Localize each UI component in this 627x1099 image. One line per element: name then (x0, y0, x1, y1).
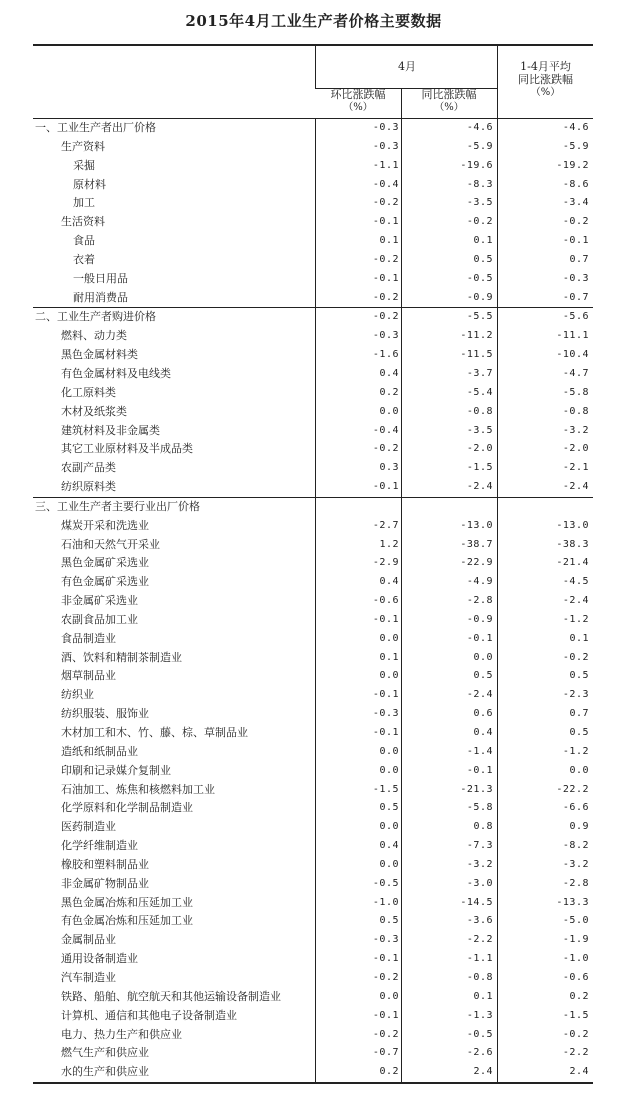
header-yoy (401, 88, 497, 118)
yoy-value: -2.0 (466, 443, 493, 455)
avg-value: -1.0 (562, 953, 589, 965)
yoy-value: 0.5 (473, 670, 493, 682)
avg-value: -22.2 (556, 783, 589, 795)
table-row (33, 705, 593, 724)
avg-value: -4.5 (562, 576, 589, 588)
yoy-value: 2.4 (473, 1066, 493, 1078)
table-row (33, 799, 593, 818)
row-label: 水的生产和供应业 (61, 1065, 149, 1079)
table-row (33, 630, 593, 649)
table-row (33, 611, 593, 630)
row-label: 原材料 (73, 177, 106, 191)
yoy-value: -1.3 (466, 1009, 493, 1021)
avg-value: -4.6 (562, 122, 589, 133)
avg-value: -3.2 (562, 424, 589, 436)
row-label: 农副产品类 (61, 461, 116, 475)
mom-value: -0.1 (372, 216, 399, 228)
row-label: 石油和天然气开采业 (61, 537, 160, 551)
table-row (33, 912, 593, 931)
mom-value: -1.1 (372, 159, 399, 171)
mom-value: -1.5 (372, 783, 399, 795)
mom-value: -0.6 (372, 595, 399, 607)
yoy-value: -2.6 (466, 1047, 493, 1059)
yoy-value: -2.4 (466, 689, 493, 701)
avg-value: -1.2 (562, 745, 589, 757)
table-row (33, 478, 593, 497)
row-label: 燃料、动力类 (61, 329, 127, 343)
mom-value: -0.4 (372, 178, 399, 190)
mom-value: -1.0 (372, 896, 399, 908)
avg-value: -4.7 (562, 367, 589, 379)
table-row (33, 327, 593, 346)
table-row (33, 856, 593, 875)
mom-value: 0.0 (379, 858, 399, 870)
row-label: 黑色金属冶炼和压延加工业 (61, 895, 193, 909)
yoy-value: 0.8 (473, 821, 493, 833)
row-label: 汽车制造业 (61, 970, 116, 984)
avg-value: -0.7 (562, 291, 589, 303)
yoy-value: -13.0 (460, 519, 493, 531)
price-data-table (33, 44, 593, 1084)
avg-value: 2.4 (569, 1066, 589, 1078)
yoy-value: -14.5 (460, 896, 493, 908)
row-label: 煤炭开采和洗选业 (61, 518, 149, 532)
table-row (33, 686, 593, 705)
avg-value: -0.6 (562, 971, 589, 983)
mom-value: -0.2 (372, 971, 399, 983)
avg-value: -3.2 (562, 858, 589, 870)
yoy-value: -0.9 (466, 291, 493, 303)
yoy-value: 0.1 (473, 235, 493, 247)
row-label: 三、工业生产者主要行业出厂价格 (35, 499, 200, 513)
avg-value: -2.3 (562, 689, 589, 701)
avg-value: 0.5 (569, 727, 589, 738)
mom-value: 0.5 (379, 915, 399, 927)
table-row (33, 307, 593, 327)
avg-value: 0.1 (569, 632, 589, 644)
table-row (33, 724, 593, 743)
header-mom (315, 88, 401, 118)
table-row (33, 384, 593, 403)
table-row (33, 1026, 593, 1045)
row-label: 有色金属矿采选业 (61, 575, 149, 589)
avg-value: -2.0 (562, 443, 589, 455)
yoy-value: -7.3 (466, 840, 493, 852)
yoy-value: 0.6 (473, 708, 493, 720)
mom-value: -0.3 (372, 708, 399, 720)
avg-value: -3.4 (562, 197, 589, 209)
table-header (33, 46, 593, 119)
mom-value: -2.9 (372, 557, 399, 569)
yoy-value: -3.2 (466, 858, 493, 870)
avg-value: -6.6 (562, 802, 589, 814)
avg-value: 0.5 (569, 670, 589, 682)
yoy-value: -3.5 (466, 197, 493, 209)
avg-value: -0.3 (562, 272, 589, 284)
row-label: 衣着 (73, 252, 95, 266)
row-label: 生活资料 (61, 215, 105, 229)
avg-value: -2.2 (562, 1047, 589, 1059)
table-row (33, 573, 593, 592)
mom-value: -0.1 (372, 272, 399, 284)
mom-value: -0.1 (372, 953, 399, 965)
avg-value: -0.2 (562, 651, 589, 663)
row-label: 造纸和纸制品业 (61, 744, 138, 758)
table-row (33, 138, 593, 157)
mom-value: 0.1 (379, 651, 399, 663)
yoy-value: -21.3 (460, 783, 493, 795)
row-label: 二、工业生产者购进价格 (35, 310, 156, 324)
header-month: 4月 (315, 46, 498, 88)
avg-value: -2.8 (562, 877, 589, 889)
row-label: 燃气生产和供应业 (61, 1046, 149, 1060)
row-label: 黑色金属矿采选业 (61, 556, 149, 570)
header-yoy-unit: （%） (434, 102, 464, 113)
row-label: 纺织业 (61, 688, 94, 702)
yoy-value: -4.9 (466, 576, 493, 588)
avg-value: -0.2 (562, 216, 589, 228)
row-label: 木材加工和木、竹、藤、棕、草制品业 (61, 726, 248, 739)
avg-value: -19.2 (556, 159, 589, 171)
avg-value: -13.3 (556, 896, 589, 908)
yoy-value: -5.9 (466, 140, 493, 152)
table-row (33, 818, 593, 837)
header-mom-label: 环比涨跌幅 (330, 88, 386, 101)
yoy-value: -0.9 (466, 613, 493, 625)
table-row (33, 667, 593, 686)
yoy-value: -5.5 (466, 311, 493, 323)
table-row (33, 894, 593, 913)
yoy-value: -8.3 (466, 178, 493, 190)
avg-value: -1.5 (562, 1009, 589, 1021)
table-body (33, 119, 593, 1082)
table-row (33, 270, 593, 289)
avg-value: -0.1 (562, 235, 589, 247)
table-row (33, 194, 593, 213)
row-label: 医药制造业 (61, 820, 116, 834)
yoy-value: -2.8 (466, 595, 493, 607)
avg-value: -2.4 (562, 595, 589, 607)
mom-value: 0.4 (379, 367, 399, 379)
yoy-value: -0.5 (466, 1028, 493, 1040)
yoy-value: -5.4 (466, 386, 493, 398)
row-label: 有色金属冶炼和压延加工业 (61, 914, 193, 928)
mom-value: -0.3 (372, 330, 399, 342)
mom-value: -0.3 (372, 140, 399, 152)
avg-value: -2.4 (562, 481, 589, 493)
yoy-value: -4.6 (466, 122, 493, 133)
row-label: 食品制造业 (61, 631, 116, 645)
table-row (33, 459, 593, 478)
row-label: 建筑材料及非金属类 (61, 423, 160, 437)
row-label: 一般日用品 (73, 271, 128, 285)
table-row (33, 762, 593, 781)
mom-value: 0.0 (379, 670, 399, 682)
table-row (33, 554, 593, 573)
yoy-value: -38.7 (460, 538, 493, 550)
mom-value: -0.2 (372, 443, 399, 455)
header-avg (497, 46, 593, 118)
avg-value: -0.2 (562, 1028, 589, 1040)
table-row (33, 119, 593, 138)
avg-value: -10.4 (556, 349, 589, 361)
mom-value: 1.2 (379, 538, 399, 550)
mom-value: 0.2 (379, 386, 399, 398)
table-row (33, 346, 593, 365)
yoy-value: -3.5 (466, 424, 493, 436)
avg-value: 0.9 (569, 821, 589, 833)
mom-value: -0.1 (372, 1009, 399, 1021)
mom-value: 0.0 (379, 764, 399, 776)
table-row (33, 440, 593, 459)
mom-value: -0.3 (372, 122, 399, 133)
table-row (33, 931, 593, 950)
row-label: 印刷和记录媒介复制业 (61, 763, 171, 777)
yoy-value: -0.2 (466, 216, 493, 228)
mom-value: 0.0 (379, 990, 399, 1002)
header-mom-unit: （%） (343, 102, 373, 113)
table-row (33, 176, 593, 195)
row-label: 化工原料类 (61, 385, 116, 399)
mom-value: -0.2 (372, 1028, 399, 1040)
yoy-value: -5.8 (466, 802, 493, 814)
yoy-value: -22.9 (460, 557, 493, 569)
row-label: 非金属矿物制品业 (61, 876, 149, 890)
yoy-value: -1.1 (466, 953, 493, 965)
avg-value: -11.1 (556, 330, 589, 342)
yoy-value: 0.4 (473, 727, 493, 738)
avg-value: -8.2 (562, 840, 589, 852)
mom-value: -0.7 (372, 1047, 399, 1059)
yoy-value: -3.7 (466, 367, 493, 379)
mom-value: -0.5 (372, 877, 399, 889)
page-title: 2015年4月工业生产者价格主要数据 (185, 12, 442, 30)
avg-value: -0.8 (562, 405, 589, 417)
avg-value: -1.2 (562, 613, 589, 625)
avg-value: -2.1 (562, 462, 589, 474)
avg-value: -13.0 (556, 519, 589, 531)
mom-value: 0.4 (379, 576, 399, 588)
table-row (33, 422, 593, 441)
row-label: 生产资料 (61, 139, 105, 153)
row-label: 纺织原料类 (61, 480, 116, 494)
row-label: 酒、饮料和精制茶制造业 (61, 650, 182, 664)
row-label: 铁路、船舶、航空航天和其他运输设备制造业 (61, 989, 281, 1003)
row-label: 一、工业生产者出厂价格 (35, 121, 156, 134)
yoy-value: -2.4 (466, 481, 493, 493)
table-row (33, 517, 593, 536)
table-row (33, 1007, 593, 1026)
row-label: 木材及纸浆类 (61, 404, 127, 418)
avg-value: -38.3 (556, 538, 589, 550)
table-row (33, 157, 593, 176)
mom-value: 0.0 (379, 745, 399, 757)
row-label: 食品 (73, 234, 95, 248)
table-row (33, 649, 593, 668)
mom-value: -0.2 (372, 253, 399, 265)
mom-value: 0.4 (379, 840, 399, 852)
row-label: 采掘 (73, 158, 95, 172)
table-row (33, 875, 593, 894)
row-label: 橡胶和塑料制品业 (61, 857, 149, 871)
row-label: 金属制品业 (61, 933, 116, 947)
row-label: 非金属矿采选业 (61, 594, 138, 608)
mom-value: -0.2 (372, 311, 399, 323)
header-avg-line1: 1-4月平均 (520, 60, 571, 73)
row-label: 电力、热力生产和供应业 (61, 1027, 182, 1041)
mom-value: 0.5 (379, 802, 399, 814)
avg-value: -5.6 (562, 311, 589, 323)
avg-value: -21.4 (556, 557, 589, 569)
table-row (33, 251, 593, 270)
table-row (33, 1044, 593, 1063)
yoy-value: 0.5 (473, 253, 493, 265)
yoy-value: 0.1 (473, 990, 493, 1002)
table-row (33, 969, 593, 988)
yoy-value: -19.6 (460, 159, 493, 171)
table-row (33, 592, 593, 611)
mom-value: -0.1 (372, 481, 399, 493)
mom-value: -2.7 (372, 519, 399, 531)
table-row (33, 232, 593, 251)
table-row (33, 950, 593, 969)
row-label: 计算机、通信和其他电子设备制造业 (61, 1008, 237, 1022)
mom-value: 0.0 (379, 821, 399, 833)
yoy-value: -3.6 (466, 915, 493, 927)
avg-value: 0.7 (569, 253, 589, 265)
yoy-value: -2.2 (466, 934, 493, 946)
mom-value: -0.1 (372, 613, 399, 625)
row-label: 有色金属材料及电线类 (61, 366, 171, 380)
yoy-value: -11.2 (460, 330, 493, 342)
mom-value: -0.1 (372, 689, 399, 701)
table-row (33, 365, 593, 384)
mom-value: -0.2 (372, 197, 399, 209)
mom-value: -1.6 (372, 349, 399, 361)
table-row (33, 837, 593, 856)
avg-value: -5.8 (562, 386, 589, 398)
yoy-value: -0.5 (466, 272, 493, 284)
yoy-value: -0.8 (466, 971, 493, 983)
mom-value: 0.3 (379, 462, 399, 474)
avg-value: 0.2 (569, 990, 589, 1002)
yoy-value: -3.0 (466, 877, 493, 889)
row-label: 石油加工、炼焦和核燃料加工业 (61, 782, 215, 796)
yoy-value: -1.5 (466, 462, 493, 474)
header-yoy-label: 同比涨跌幅 (421, 88, 477, 101)
mom-value: 0.2 (379, 1066, 399, 1078)
avg-value: -1.9 (562, 934, 589, 946)
mom-value: 0.1 (379, 235, 399, 247)
mom-value: 0.0 (379, 632, 399, 644)
table-row (33, 289, 593, 308)
yoy-value: -0.1 (466, 764, 493, 776)
yoy-value: -0.8 (466, 405, 493, 417)
mom-value: -0.3 (372, 934, 399, 946)
row-label: 化学原料和化学制品制造业 (61, 801, 193, 815)
row-label: 烟草制品业 (61, 669, 116, 683)
table-row (33, 781, 593, 800)
header-avg-unit: （%） (530, 87, 561, 98)
avg-value: -5.9 (562, 140, 589, 152)
table-row (33, 213, 593, 232)
mom-value: 0.0 (379, 405, 399, 417)
avg-value: 0.0 (569, 764, 589, 776)
row-label: 通用设备制造业 (61, 952, 138, 966)
table-row (33, 743, 593, 762)
yoy-value: -0.1 (466, 632, 493, 644)
mom-value: -0.1 (372, 727, 399, 738)
mom-value: -0.2 (372, 291, 399, 303)
avg-value: 0.7 (569, 708, 589, 720)
row-label: 化学纤维制造业 (61, 839, 138, 853)
row-label: 加工 (73, 196, 95, 210)
table-row (33, 403, 593, 422)
avg-value: -5.0 (562, 915, 589, 927)
row-label: 其它工业原材料及半成品类 (61, 442, 193, 456)
yoy-value: 0.0 (473, 651, 493, 663)
yoy-value: -11.5 (460, 349, 493, 361)
row-label: 耐用消费品 (73, 290, 128, 304)
row-label: 农副食品加工业 (61, 612, 138, 626)
avg-value: -8.6 (562, 178, 589, 190)
table-row (33, 536, 593, 555)
table-row (33, 1063, 593, 1082)
table-row (33, 497, 593, 517)
table-row (33, 988, 593, 1007)
row-label: 黑色金属材料类 (61, 348, 138, 362)
yoy-value: -1.4 (466, 745, 493, 757)
header-avg-line2: 同比涨跌幅 (518, 73, 573, 86)
row-label: 纺织服装、服饰业 (61, 707, 149, 721)
mom-value: -0.4 (372, 424, 399, 436)
